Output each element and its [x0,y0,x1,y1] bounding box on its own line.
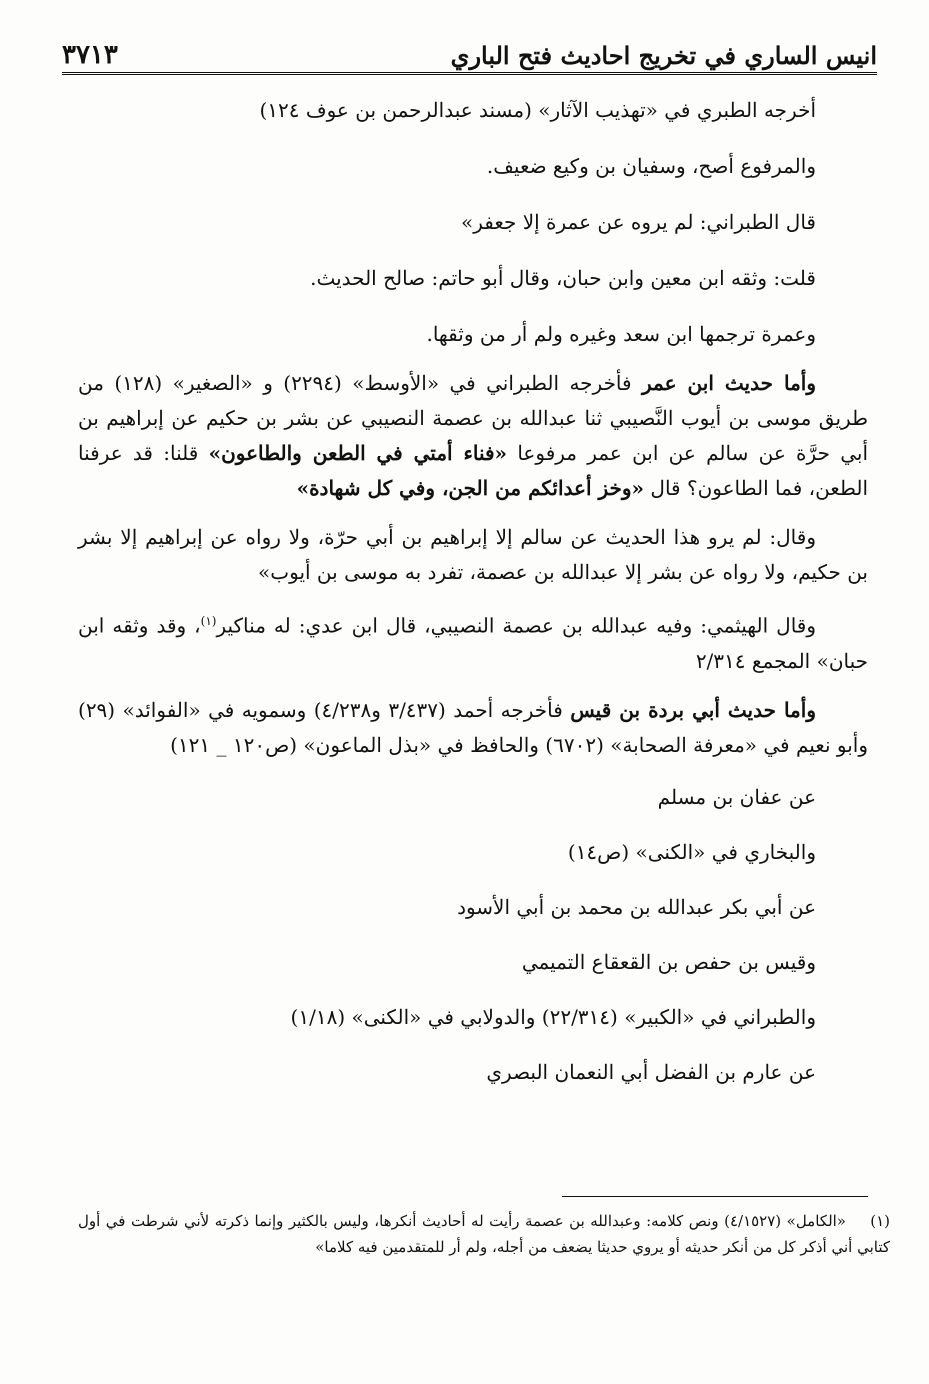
hadith-quote: «وخز أعدائكم من الجن، وفي كل شهادة» [296,476,645,500]
text-line: قال الطبراني: لم يروه عن عمرة إلا جعفر» [460,210,816,234]
list-item: عن عفان بن مسلم [657,784,816,809]
list-item: عن عارم بن الفضل أبي النعمان البصري [486,1059,816,1084]
paragraph-abu-burda [78,693,868,763]
footnote-marker: (١) [200,614,217,628]
paragraph-lead: وأما حديث أبي بردة بن قيس [570,697,816,722]
list-item: عن أبي بكر عبدالله بن محمد بن أبي الأسود [457,894,816,919]
main-text [78,92,868,1109]
paragraph-ibn-umar [78,366,868,506]
chain-list [78,779,868,1090]
paragraph-tabarani: وقال: لم يرو هذا الحديث عن سالم إلا إبراهيم بن أبي حرّة، ولا رواه عن إبراهيم إلا بشر بن حكيم، ولا رواه عن بشر إلا عبدالله بن عصمة، تفرد به موسى بن أيوب» [78,525,868,584]
text-line: والمرفوع أصح، وسفيان بن وكيع ضعيف. [486,154,816,178]
footnote [78,1208,890,1260]
paragraph-text: فأخرجه أحمد (٣/٤٣٧ و٤/٢٣٨) وسمويه في «الفوائد» (٢٩) وأبو نعيم في «معرفة الصحابة» (٦٧٠٢) والحافظ في «بذل الماعون» (ص١٢٠ _ ١٢١) [78,697,868,757]
page-number: ٣٧١٣ [62,40,118,70]
header-rule [62,72,877,78]
paragraph-text: قلنا: قد عرفنا الطعن، فما الطاعون؟ قال [78,441,868,500]
list-item: والبخاري في «الكنى» (ص١٤) [567,839,816,864]
list-item: وقيس بن حفص بن القعقاع التميمي [521,949,816,974]
paragraph-haythami [78,604,868,679]
hadith-quote: «فناء أمتي في الطعن والطاعون» [208,441,508,465]
running-header [62,30,877,70]
book-title: انيس الساري في تخريج احاديث فتح الباري [450,41,877,70]
footnote-text: «الكامل» (٤/١٥٢٧) ونص كلامه: وعبدالله بن عصمة رأيت له أحاديث أنكرها، وليس بالكثير وإنما ذكرته لأني شرطت في أول كتابي أني أذكر كل من أنكر حديثه أو يروي حديثا يضعف من أجله، ولم أر للمتقدمين فيه كلاما» [78,1212,890,1256]
paragraph-text: وقال الهيثمي: وفيه عبدالله بن عصمة النصيبي، قال ابن عدي: له مناكير [216,613,817,638]
footnote-number: (١) [870,1212,890,1230]
list-item: والطبراني في «الكبير» (٢٢/٣١٤) والدولابي في «الكنى» (١/١٨) [290,1004,816,1029]
paragraph-text: فأخرجه الطبراني في «الأوسط» (٢٢٩٤) و «الصغير» (١٢٨) من طريق موسى بن أيوب النَّصيبي ثنا عبدالله بن عصمة النصيبي عن بشر بن حكيم عن إبراهيم بن أبي حرَّة عن سالم عن ابن عمر مرفوعا [78,371,868,465]
text-line: وعمرة ترجمها ابن سعد وغيره ولم أر من وثقها. [426,322,816,346]
text-line: قلت: وثقه ابن معين وابن حبان، وقال أبو حاتم: صالح الحديث. [310,266,816,290]
text-line: أخرجه الطبري في «تهذيب الآثار» (مسند عبدالرحمن بن عوف ١٢٤) [259,98,816,122]
paragraph-text: ، وقد وثقه ابن حبان» المجمع ٢/٣١٤ [78,613,868,673]
footnote-rule [562,1196,868,1197]
paragraph-lead: وأما حديث ابن عمر [642,371,816,395]
